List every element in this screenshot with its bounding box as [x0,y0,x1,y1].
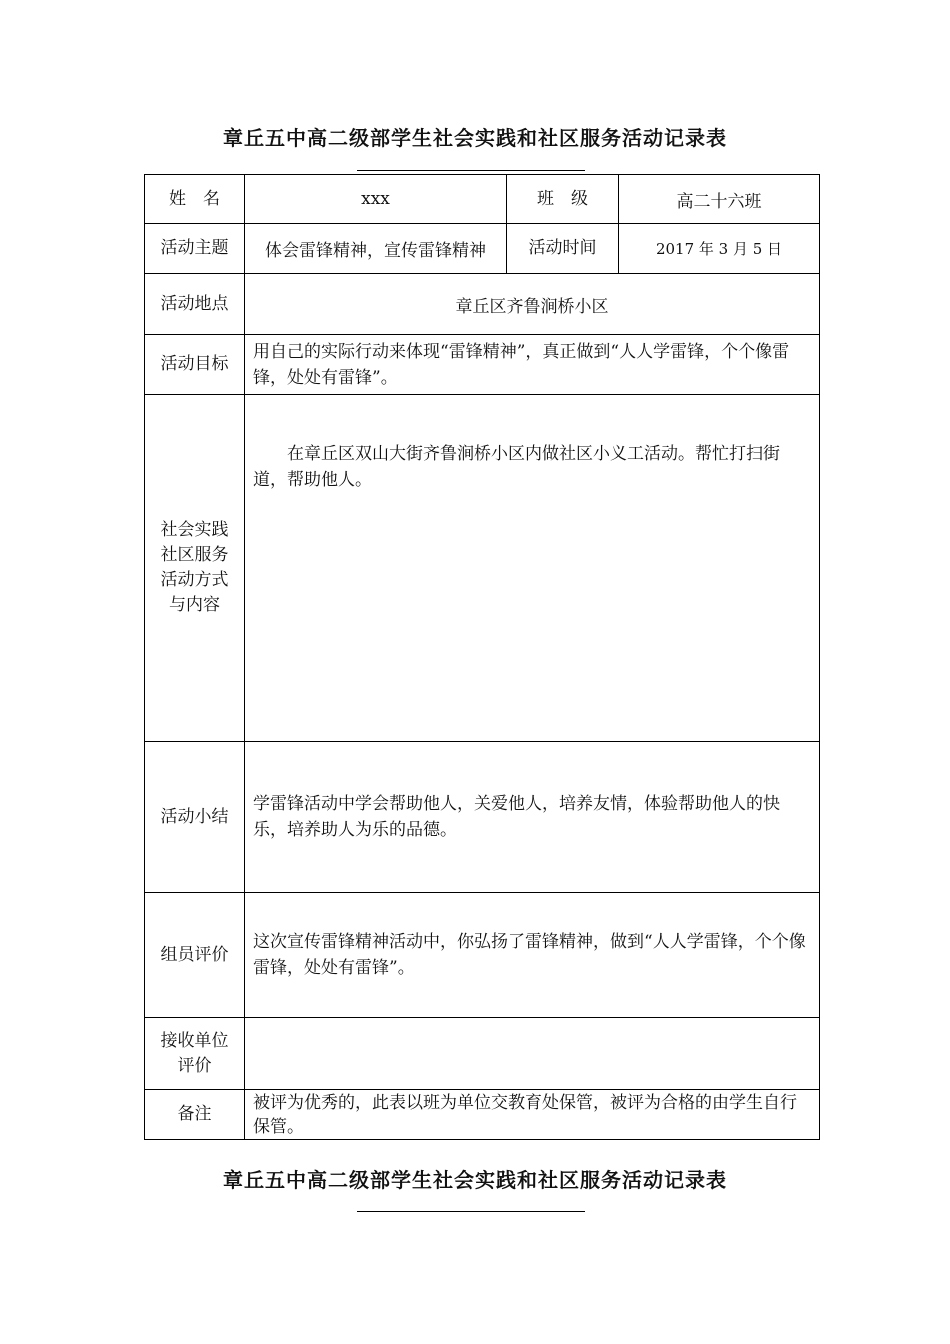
class-value: 高二十六班 [619,175,820,224]
name-value: xxx [245,175,507,224]
row-note [145,1090,820,1140]
goal-value: 用自己的实际行动来体现“雷锋精神”，真正做到“人人学雷锋，个个像雷锋，处处有雷锋”。 [245,335,820,395]
note-label: 备注 [145,1090,245,1140]
theme-value: 体会雷锋精神，宣传雷锋精神 [245,224,507,274]
content-value: 在章丘区双山大街齐鲁涧桥小区内做社区小义工活动。帮忙打扫街道，帮助他人。 [245,395,820,742]
row-place [145,274,820,335]
place-label: 活动地点 [145,274,245,335]
row-summary [145,742,820,893]
name-label: 姓 名 [145,175,245,224]
page-title: 章丘五中高二级部学生社会实践和社区服务活动记录表 [223,126,727,150]
place-value: 章丘区齐鲁涧桥小区 [245,274,820,335]
content-label: 社会实践社区服务活动方式与内容 [145,395,245,742]
summary-label: 活动小结 [145,742,245,893]
peer-label: 组员评价 [145,893,245,1018]
repeat-title-underline [357,1211,585,1212]
record-table [144,174,820,1140]
class-label: 班 级 [507,175,619,224]
row-name-class [145,175,820,224]
row-goal [145,335,820,395]
time-value: 2017 年 3 月 5 日 [619,224,820,274]
repeat-title: 章丘五中高二级部学生社会实践和社区服务活动记录表 [223,1168,727,1192]
row-peer [145,893,820,1018]
title-underline [357,170,585,171]
peer-value: 这次宣传雷锋精神活动中，你弘扬了雷锋精神，做到“人人学雷锋，个个像雷锋，处处有雷锋”。 [245,893,820,1018]
theme-label: 活动主题 [145,224,245,274]
goal-label: 活动目标 [145,335,245,395]
summary-value: 学雷锋活动中学会帮助他人，关爱他人，培养友情，体验帮助他人的快乐，培养助人为乐的品德。 [245,742,820,893]
unit-label: 接收单位评价 [145,1018,245,1090]
row-content [145,395,820,742]
unit-value [245,1018,820,1090]
row-theme-time [145,224,820,274]
note-value: 被评为优秀的，此表以班为单位交教育处保管，被评为合格的由学生自行保管。 [245,1090,820,1140]
row-unit [145,1018,820,1090]
time-label: 活动时间 [507,224,619,274]
